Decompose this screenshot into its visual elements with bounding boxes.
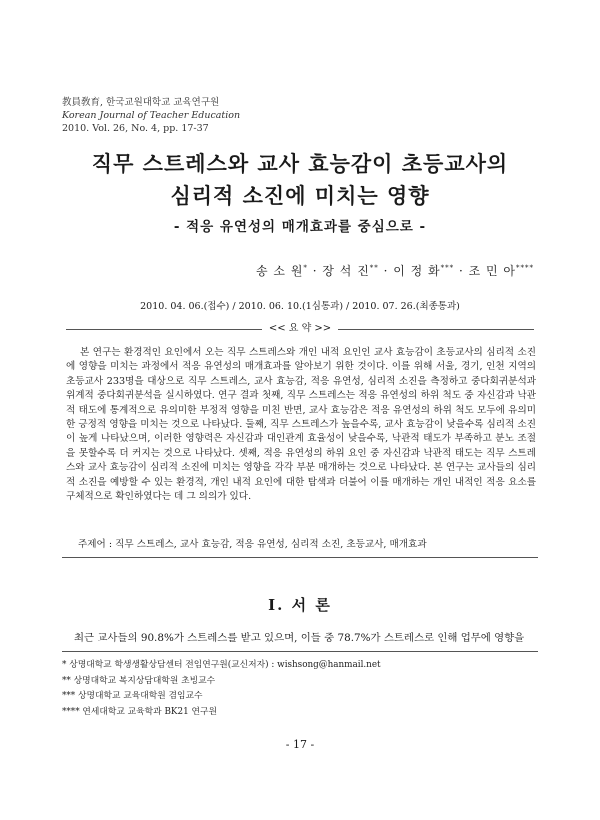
keywords: 주제어 : 직무 스트레스, 교사 효능감, 적응 유연성, 심리적 소진, 초등교사, 매개효과 bbox=[78, 539, 427, 550]
author-mark: * bbox=[303, 264, 308, 272]
journal-info bbox=[62, 96, 240, 135]
abstract-rule-right bbox=[338, 329, 534, 330]
footnotes bbox=[62, 658, 381, 720]
abstract-heading: << 요 약 >> bbox=[268, 323, 332, 334]
footnote-divider bbox=[62, 651, 538, 652]
author-separator: · bbox=[454, 264, 469, 278]
author-name: 장 석 진 bbox=[322, 264, 370, 278]
author-list bbox=[256, 262, 534, 279]
abstract-divider bbox=[62, 557, 538, 558]
journal-name-korean: 教員敎育, 한국교원대학교 교육연구원 bbox=[62, 97, 220, 108]
title-line-1: 직무 스트레스와 교사 효능감이 초등교사의 bbox=[91, 152, 509, 176]
footnote-item: * 상명대학교 학생생활상담센터 전임연구원(교신저자) : wishsong@hanmail.net bbox=[62, 660, 381, 670]
abstract-body bbox=[66, 346, 536, 504]
abstract-text: 본 연구는 환경적인 요인에서 오는 직무 스트레스와 개인 내적 요인인 교사 효능감이 초등교사의 심리적 소진에 영향을 미치는 과정에서 적응 유연성의 매개효과를 알아보기 위한 것이다. 이를 위해 서울, 경기, 인천 지역의 초등교사 233명을 대상으로 직무 스트레스, 교사 효능감, 적응 유연성, 심리적 소진을 측정하고 중다회귀분석과 위계적 중다회귀분석을 실시하였다. 연구 결과 첫째, 직무 스트레스는 적응 유연성의 하위 척도 중 자신감과 낙관적 태도에 통계적으로 유의미한 부정적 영향을 미친 반면, 교사 효능감은 적응 유연성의 하위 척도 모두에 유의미한 긍정적 영향을 미치는 것으로 나타났다. 둘째, 직무 스트레스가 높을수록, 교사 효능감이 낮을수록 심리적 소진이 높게 나타났으며, 이러한 영향력은 자신감과 대인관계 효율성이 낮을수록, 낙관적 태도가 부족하고 분노 조절을 못할수록 더 커지는 것으로 나타났다. 셋째, 적응 유연성의 하위 요인 중 자신감과 낙관적 태도는 직무 스트레스와 교사 효능감이 심리적 소진에 미치는 영향을 각각 부분 매개하는 것으로 나타났다. 본 연구는 교사들의 심리적 소진을 예방할 수 있는 환경적, 개인 내적 요인에 대한 탐색과 더불어 이를 매개하는 개인 내적인 적응 요소를 구체적으로 확인하였다는 데 그 의의가 있다. bbox=[66, 347, 536, 503]
author-mark: *** bbox=[440, 264, 455, 272]
author-separator: · bbox=[378, 264, 394, 278]
title-line-2: 심리적 소진에 미치는 영향 bbox=[170, 184, 430, 208]
body-text: 최근 교사들의 90.8%가 스트레스를 받고 있으며, 이들 중 78.7%가 스트레스로 인해 업무에 영향을 bbox=[74, 632, 525, 644]
footnote-item: ** 상명대학교 복지상담대학원 초빙교수 bbox=[62, 675, 216, 686]
paper-title bbox=[0, 148, 600, 238]
author-name: 송 소 원 bbox=[256, 264, 304, 278]
author-mark: ** bbox=[369, 264, 379, 272]
journal-volume: 2010. Vol. 26, No. 4, pp. 17-37 bbox=[62, 123, 209, 134]
submission-dates: 2010. 04. 06.(접수) / 2010. 06. 10.(1심통과) / 2010. 07. 26.(최종통과) bbox=[140, 301, 460, 312]
author-mark: **** bbox=[516, 264, 534, 272]
paper-subtitle: - 적응 유연성의 매개효과를 중심으로 - bbox=[173, 219, 427, 235]
section-title: Ⅰ. 서 론 bbox=[268, 596, 332, 614]
footnote-item: **** 연세대학교 교육학과 BK21 연구원 bbox=[62, 706, 217, 717]
footnote-item: *** 상명대학교 교육대학원 겸임교수 bbox=[62, 691, 203, 701]
journal-name-english: Korean Journal of Teacher Education bbox=[62, 110, 241, 121]
abstract-header bbox=[66, 322, 534, 336]
author-name: 조 민 아 bbox=[468, 264, 516, 278]
author-separator: · bbox=[307, 264, 323, 278]
page-number: - 17 - bbox=[285, 738, 315, 751]
author-name: 이 정 화 bbox=[393, 264, 441, 278]
